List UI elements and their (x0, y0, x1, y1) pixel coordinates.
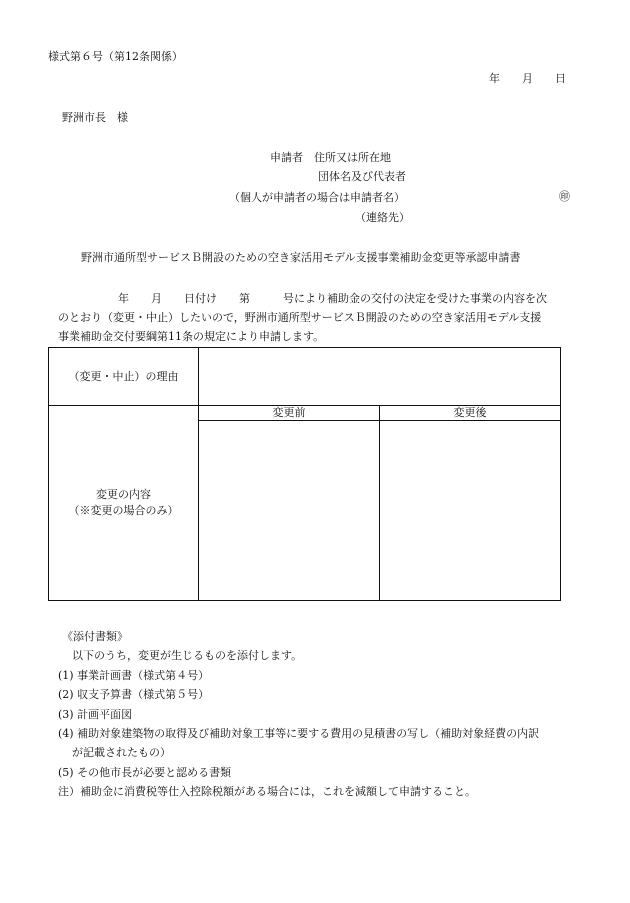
attachment-item: (5) その他市長が必要と認める書類 (58, 766, 232, 779)
seal-mark: ㊞ (559, 190, 570, 203)
attachment-item: (2) 収支予算書（様式第５号） (58, 688, 210, 701)
content-label-main: 変更の内容 (96, 488, 151, 501)
attachment-item: (3) 計画平面図 (58, 708, 133, 721)
content-label-note: （※変更の場合のみ） (68, 504, 179, 517)
before-input-cell[interactable] (199, 421, 380, 601)
reason-label: （変更・中止）の理由 (68, 370, 179, 383)
before-header: 変更前 (199, 406, 380, 421)
body-line-2: のとおり（変更・中止）したいので，野洲市通所型サービスＢ開設のための空き家活用モデル支援 (58, 311, 542, 324)
change-request-table (48, 347, 561, 601)
attachment-item: (4) 補助対象建築物の取得及び補助対象工事等に要する費用の見積書の写し（補助対象経費の内訳 (58, 727, 540, 740)
body-line-3: 事業補助金交付要綱第11条の規定により申請します。 (58, 330, 325, 343)
attachments-intro: 以下のうち，変更が生じるものを添付します。 (72, 649, 303, 662)
reason-label-cell (49, 348, 199, 406)
reason-input-cell[interactable] (199, 348, 561, 406)
applicant-address-label: 申請者 住所又は所在地 (270, 151, 391, 164)
attachments-heading: 《添付書類》 (62, 630, 128, 643)
applicant-contact-label: （連絡先） (355, 211, 410, 224)
document-title: 野洲市通所型サービスＢ開設のための空き家活用モデル支援事業補助金変更等承認申請書 (81, 251, 521, 264)
attachment-item: (1) 事業計画書（様式第４号） (58, 669, 210, 682)
body-line-1: 年 月 日付け 第 号により補助金の交付の決定を受けた事業の内容を次 (118, 292, 547, 305)
date-line: 年 月 日 (489, 72, 566, 85)
after-header: 変更後 (380, 406, 561, 421)
addressee: 野洲市長 様 (62, 111, 128, 124)
applicant-individual-label: （個人が申請者の場合は申請者名） (229, 191, 405, 204)
content-label-cell (49, 406, 199, 601)
attachment-item-continuation: が記載されたもの） (72, 746, 171, 759)
form-number: 様式第６号（第12条関係） (48, 50, 183, 63)
attachment-note: 注）補助金に消費税等仕入控除税額がある場合には，これを減額して申請すること。 (58, 785, 476, 798)
after-input-cell[interactable] (380, 421, 561, 601)
applicant-org-label: 団体名及び代表者 (318, 170, 406, 183)
